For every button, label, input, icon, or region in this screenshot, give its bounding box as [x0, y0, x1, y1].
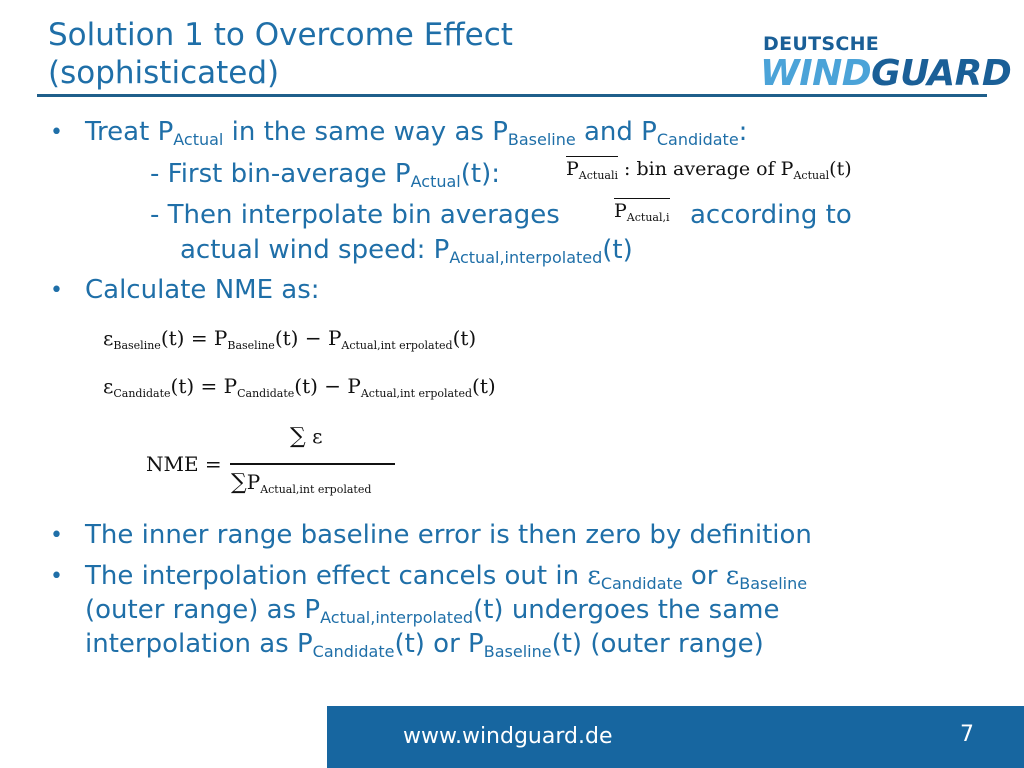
text: (t) or P	[394, 629, 484, 659]
sum-symbol: ∑	[231, 470, 247, 495]
logo-guard: GUARD	[871, 53, 1012, 94]
title-line-2: (sophisticated)	[48, 55, 280, 91]
company-logo	[760, 30, 1012, 96]
subscript: Candidate	[656, 130, 739, 149]
text: (t)	[452, 326, 477, 350]
text: (t) − P	[294, 374, 361, 398]
bullet-interpolation-line-2	[85, 594, 779, 626]
subscript: Actual	[793, 169, 830, 182]
text: interpolation as P	[85, 629, 313, 659]
sub-bullet-interpolate-tail: according to	[690, 200, 852, 230]
text: or	[682, 561, 726, 591]
text: (t):	[460, 159, 500, 189]
footer-bar	[327, 706, 1024, 768]
slide-title	[48, 16, 568, 92]
text: (t)	[829, 158, 852, 180]
sub-bullet-wind-speed	[180, 234, 633, 266]
epsilon-symbol: ε	[587, 561, 601, 591]
footer-website-link[interactable]: www.windguard.de	[403, 724, 613, 749]
subscript: Actual,int erpolated	[360, 387, 473, 400]
epsilon-symbol: ε	[103, 326, 114, 350]
subscript: Baseline	[113, 339, 161, 352]
text: (t)	[472, 374, 496, 398]
bullet-dot: •	[50, 278, 63, 303]
p-actual-i-bar	[566, 156, 618, 180]
fraction-bar	[230, 463, 395, 465]
formula-p-actual-i	[614, 200, 670, 224]
text: Treat P	[85, 117, 174, 147]
text: - First bin-average P	[150, 159, 411, 189]
epsilon-symbol: ε	[103, 374, 114, 398]
text: : bin average of P	[618, 158, 794, 180]
page-number: 7	[960, 722, 974, 747]
logo-windguard	[760, 54, 1011, 94]
sum-symbol: ∑	[290, 424, 306, 449]
subscript: Baseline	[483, 642, 552, 661]
epsilon-symbol: ε	[725, 561, 740, 591]
sub-bullet-interpolate	[150, 199, 560, 231]
symbol: P	[566, 158, 579, 180]
text: actual wind speed: P	[180, 235, 450, 265]
bullet-interpolation-effect	[85, 560, 807, 592]
text: and P	[575, 117, 657, 147]
bullet-dot: •	[50, 523, 63, 548]
symbol: P	[246, 470, 261, 494]
equation-epsilon-baseline	[103, 326, 476, 352]
subscript: Actuali	[578, 169, 619, 182]
equation-epsilon-candidate	[103, 374, 496, 400]
text: (t) (outer range)	[551, 629, 764, 659]
bullet-treat-actual	[85, 116, 747, 148]
bullet-dot: •	[50, 120, 63, 145]
text: (outer range) as P	[85, 595, 321, 625]
subscript: Candidate	[237, 387, 295, 400]
subscript: Actual,i	[626, 211, 670, 224]
symbol: P	[614, 200, 627, 222]
subscript: Actual,int erpolated	[341, 339, 453, 352]
subscript: Actual,interpolated	[320, 608, 474, 627]
subscript: Baseline	[739, 574, 808, 593]
logo-wind: WIND	[760, 53, 872, 94]
subscript: Candidate	[113, 387, 171, 400]
nme-numerator	[290, 424, 322, 449]
bullet-calculate-nme: Calculate NME as:	[85, 275, 320, 305]
text: (t) undergoes the same	[473, 595, 780, 625]
text: :	[738, 117, 748, 147]
text: - Then interpolate bin averages	[150, 200, 560, 230]
subscript: Candidate	[600, 574, 683, 593]
bullet-dot: •	[50, 564, 63, 589]
bullet-interpolation-line-3	[85, 628, 764, 660]
text: in the same way as P	[223, 117, 508, 147]
nme-lhs: NME =	[146, 452, 222, 476]
nme-denominator	[231, 470, 371, 496]
sub-bullet-bin-average	[150, 158, 500, 190]
text: The interpolation effect cancels out in	[85, 561, 588, 591]
subscript: Baseline	[507, 130, 576, 149]
subscript: Actual	[173, 130, 224, 149]
subscript: Actual	[410, 172, 461, 191]
subscript: Candidate	[312, 642, 395, 661]
bullet-inner-range: The inner range baseline error is then zero by definition	[85, 520, 812, 550]
subscript: Actual,interpolated	[449, 248, 603, 267]
subscript: Baseline	[227, 339, 275, 352]
text: (t) − P	[274, 326, 342, 350]
p-actual-i-bar	[614, 198, 670, 222]
epsilon-symbol: ε	[312, 424, 323, 448]
text: (t) = P	[160, 326, 228, 350]
formula-bin-average	[566, 158, 852, 182]
text: (t)	[602, 235, 633, 265]
subscript: Actual,int erpolated	[260, 483, 372, 496]
text: (t) = P	[170, 374, 238, 398]
logo-deutsche: DEUTSCHE	[763, 33, 880, 55]
title-line-1: Solution 1 to Overcome Effect	[48, 17, 513, 53]
